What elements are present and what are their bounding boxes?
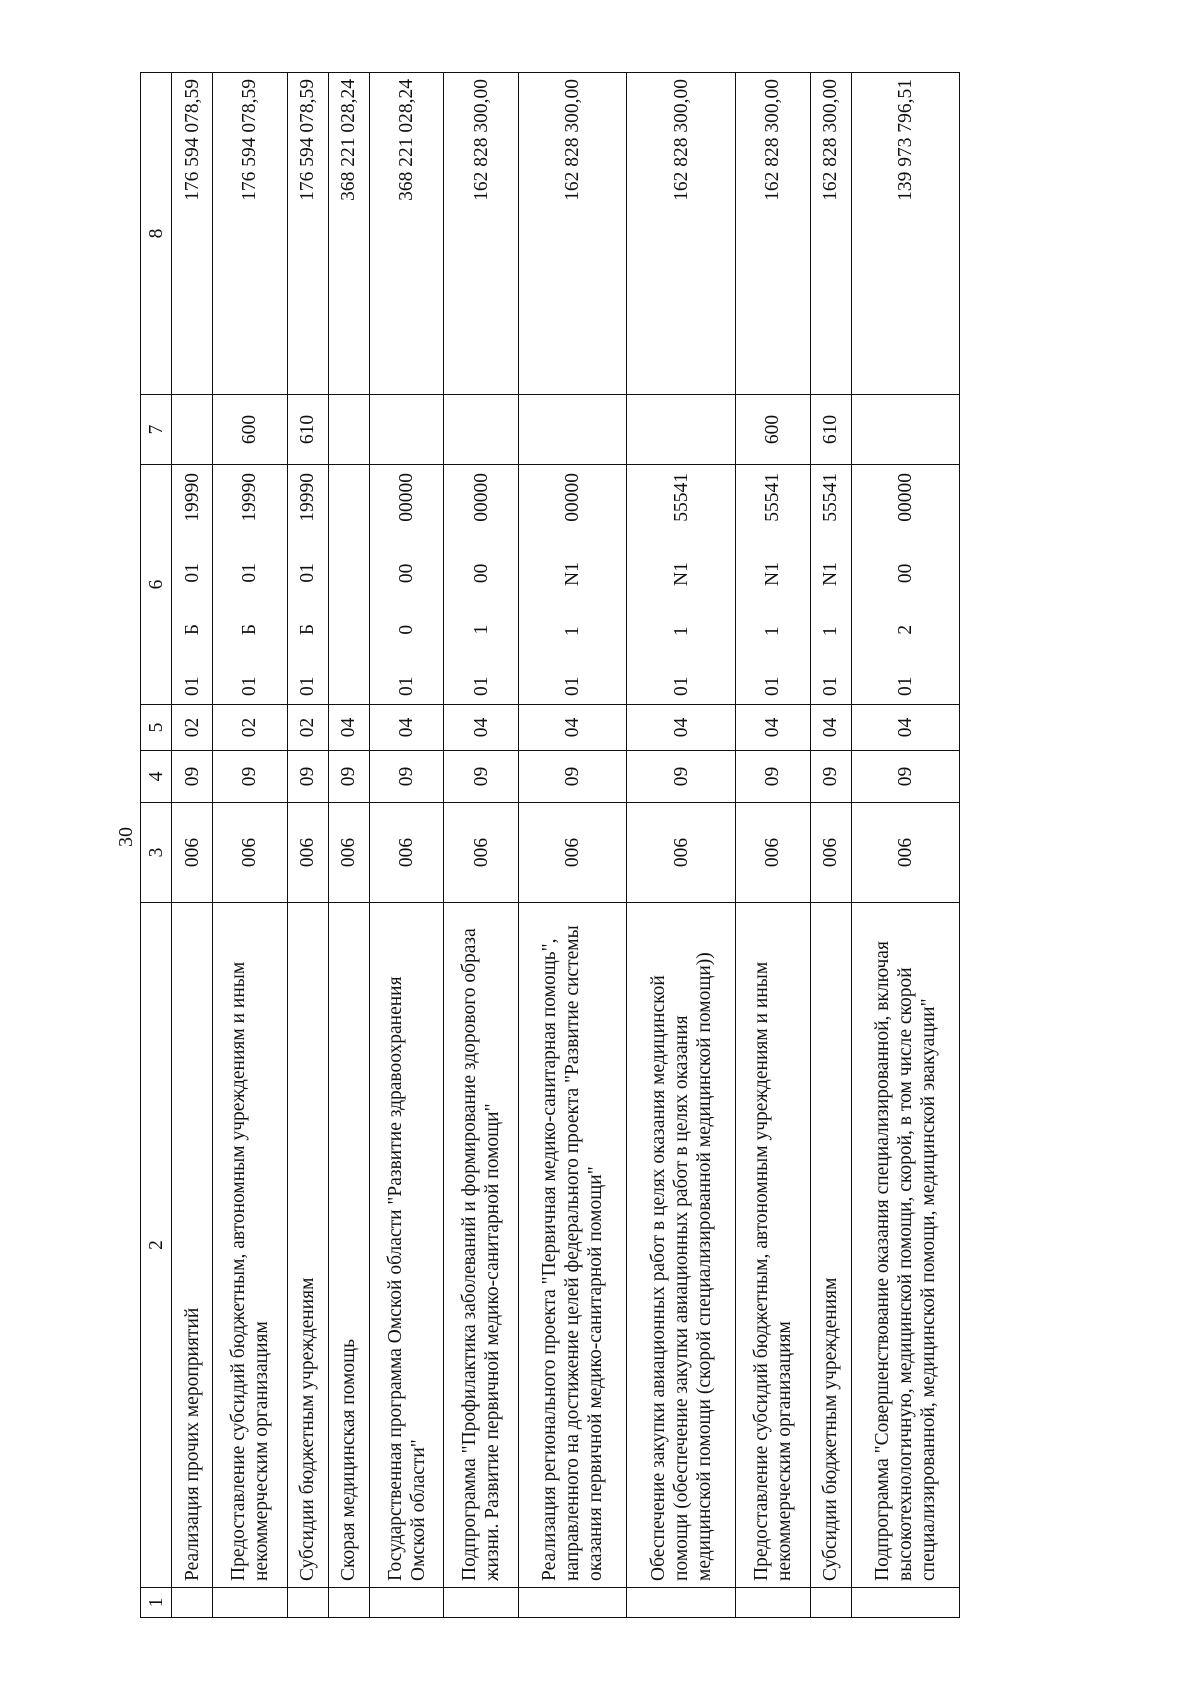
ministry-code-cell: 006 [519, 803, 627, 903]
target-article-part: 01 [670, 676, 692, 696]
expense-type-cell [172, 395, 213, 465]
target-article-cell [735, 465, 810, 705]
row-number-cell [444, 1588, 519, 1618]
expense-type-cell: 610 [287, 395, 328, 465]
target-article-code [894, 465, 917, 704]
target-article-part: 1 [470, 624, 492, 635]
target-article-part: 01 [297, 676, 319, 696]
section-code-cell: 09 [172, 751, 213, 803]
item-name-cell: Скорая медицинская помощь [328, 903, 369, 1588]
target-article-part: 01 [396, 676, 418, 696]
target-article-code [238, 465, 261, 704]
target-article-code [395, 465, 418, 704]
ministry-code-cell: 006 [213, 803, 288, 903]
row-number-cell [328, 1588, 369, 1618]
expense-type-cell [369, 395, 444, 465]
target-article-cell [213, 465, 288, 705]
target-article-part: 01 [470, 676, 492, 696]
amount-cell: 162 828 300,00 [735, 73, 810, 395]
target-article-part: 19990 [297, 473, 319, 522]
amount-cell: 176 594 078,59 [287, 73, 328, 395]
item-name-cell: Предоставление субсидий бюджетным, автономным учреждениям и иным некоммерческим организациям [213, 903, 288, 1588]
target-article-part: 01 [762, 676, 784, 696]
target-article-part: 55541 [762, 473, 784, 522]
row-number-cell [810, 1588, 851, 1618]
expense-type-cell [328, 395, 369, 465]
expense-type-cell [444, 395, 519, 465]
header-cell: 3 [141, 803, 172, 903]
target-article-part: 0 [396, 624, 418, 635]
target-article-part: N1 [562, 562, 584, 586]
target-article-part: 01 [239, 676, 261, 696]
page-number: 30 [115, 827, 137, 847]
target-article-part: 01 [820, 676, 841, 696]
target-article-part: Б [297, 623, 319, 636]
target-article-part: 55541 [820, 473, 841, 522]
table-row [627, 73, 735, 1618]
header-cell: 1 [141, 1588, 172, 1618]
ministry-code-cell: 006 [287, 803, 328, 903]
target-article-cell [328, 465, 369, 705]
table-row [213, 73, 288, 1618]
target-article-part: N1 [820, 562, 841, 586]
amount-cell: 176 594 078,59 [172, 73, 213, 395]
target-article-part: 00000 [396, 473, 418, 522]
row-number-cell [172, 1588, 213, 1618]
target-article-code [761, 465, 784, 704]
section-code-cell: 09 [519, 751, 627, 803]
ministry-code-cell: 006 [627, 803, 735, 903]
subsection-code-cell: 04 [627, 705, 735, 751]
table-row [328, 73, 369, 1618]
table-row [810, 73, 851, 1618]
target-article-cell [851, 465, 960, 705]
table-row [735, 73, 810, 1618]
target-article-part: 01 [562, 676, 584, 696]
ministry-code-cell: 006 [172, 803, 213, 903]
target-article-cell [369, 465, 444, 705]
amount-cell: 162 828 300,00 [444, 73, 519, 395]
target-article-part: 19990 [181, 473, 203, 522]
header-cell: 2 [141, 903, 172, 1588]
subsection-code-cell: 04 [735, 705, 810, 751]
item-name-cell: Подпрограмма "Профилактика заболеваний и формирование здорового образа жизни. Развитие первичной медико-санитарной помощи" [444, 903, 519, 1588]
target-article-cell [444, 465, 519, 705]
target-article-part: N1 [670, 562, 692, 586]
expense-type-cell [627, 395, 735, 465]
subsection-code-cell: 02 [287, 705, 328, 751]
target-article-cell [287, 465, 328, 705]
item-name-cell: Субсидии бюджетным учреждениям [810, 903, 851, 1588]
target-article-cell [172, 465, 213, 705]
target-article-part: 01 [181, 563, 203, 583]
item-name-cell: Реализация прочих мероприятий [172, 903, 213, 1588]
amount-cell: 176 594 078,59 [213, 73, 288, 395]
target-article-part: 1 [670, 626, 692, 637]
target-article-code [296, 465, 319, 704]
target-article-part: N1 [762, 562, 784, 586]
row-number-cell [213, 1588, 288, 1618]
subsection-code-cell: 02 [172, 705, 213, 751]
amount-cell: 368 221 028,24 [328, 73, 369, 395]
item-name-cell: Обеспечение закупки авиационных работ в целях оказания медицинской помощи (обеспечение закупки авиационных работ в целях оказания медицинской помощи (скорой специализированной медицинской помощи)) [627, 903, 735, 1588]
section-code-cell: 09 [627, 751, 735, 803]
target-article-part: 01 [297, 563, 319, 583]
table-row [444, 73, 519, 1618]
header-cell: 6 [141, 465, 172, 705]
target-article-part: 01 [181, 676, 203, 696]
ministry-code-cell: 006 [851, 803, 960, 903]
subsection-code-cell: 02 [213, 705, 288, 751]
target-article-part: Б [239, 623, 261, 636]
ministry-code-cell: 006 [810, 803, 851, 903]
header-cell: 7 [141, 395, 172, 465]
target-article-part: Б [181, 623, 203, 636]
table-header-row [141, 73, 172, 1618]
header-cell: 5 [141, 705, 172, 751]
target-article-part: 55541 [670, 473, 692, 522]
header-cell: 4 [141, 751, 172, 803]
target-article-code [670, 465, 693, 704]
section-code-cell: 09 [213, 751, 288, 803]
section-code-cell: 09 [735, 751, 810, 803]
header-cell: 8 [141, 73, 172, 395]
section-code-cell: 09 [369, 751, 444, 803]
item-name-cell: Реализация регионального проекта "Первичная медико-санитарная помощь", направленного на достижение целей федерального проекта "Развитие системы оказания первичной медико-санитарной помощи" [519, 903, 627, 1588]
ministry-code-cell: 006 [369, 803, 444, 903]
expense-type-cell [519, 395, 627, 465]
target-article-part: 00 [894, 563, 916, 584]
target-article-part: 00 [396, 563, 418, 584]
target-article-part: 01 [239, 563, 261, 583]
target-article-part: 00000 [470, 473, 492, 522]
item-name-cell: Субсидии бюджетным учреждениям [287, 903, 328, 1588]
row-number-cell [735, 1588, 810, 1618]
section-code-cell: 09 [287, 751, 328, 803]
subsection-code-cell: 04 [851, 705, 960, 751]
budget-table [140, 72, 960, 1618]
target-article-cell [810, 465, 851, 705]
section-code-cell: 09 [328, 751, 369, 803]
subsection-code-cell: 04 [369, 705, 444, 751]
target-article-part: 2 [894, 624, 916, 635]
ministry-code-cell: 006 [328, 803, 369, 903]
target-article-cell [627, 465, 735, 705]
item-name-cell: Государственная программа Омской области "Развитие здравоохранения Омской области" [369, 903, 444, 1588]
target-article-part: 1 [820, 626, 841, 637]
subsection-code-cell: 04 [810, 705, 851, 751]
expense-type-cell: 600 [735, 395, 810, 465]
table-row [369, 73, 444, 1618]
table-row [851, 73, 960, 1618]
section-code-cell: 09 [851, 751, 960, 803]
table-row [287, 73, 328, 1618]
ministry-code-cell: 006 [735, 803, 810, 903]
target-article-part: 00000 [562, 473, 584, 522]
row-number-cell [851, 1588, 960, 1618]
table-row [172, 73, 213, 1618]
ministry-code-cell: 006 [444, 803, 519, 903]
subsection-code-cell: 04 [328, 705, 369, 751]
subsection-code-cell: 04 [444, 705, 519, 751]
target-article-code [470, 465, 493, 704]
expense-type-cell [851, 395, 960, 465]
amount-cell: 162 828 300,00 [810, 73, 851, 395]
target-article-part: 00 [470, 563, 492, 584]
row-number-cell [519, 1588, 627, 1618]
item-name-cell: Предоставление субсидий бюджетным, автономным учреждениям и иным некоммерческим организациям [735, 903, 810, 1588]
section-code-cell: 09 [444, 751, 519, 803]
row-number-cell [627, 1588, 735, 1618]
item-name-cell: Подпрограмма "Совершенствование оказания специализированной, включая высокотехнологичную, медицинской помощи, скорой, в том числе скорой специализированной, медицинской помощи, медицинской эвакуации" [851, 903, 960, 1588]
row-number-cell [369, 1588, 444, 1618]
subsection-code-cell: 04 [519, 705, 627, 751]
target-article-part: 1 [762, 626, 784, 637]
target-article-part: 1 [562, 626, 584, 637]
target-article-code [561, 465, 584, 704]
row-number-cell [287, 1588, 328, 1618]
expense-type-cell: 610 [810, 395, 851, 465]
amount-cell: 162 828 300,00 [519, 73, 627, 395]
expense-type-cell: 600 [213, 395, 288, 465]
target-article-part: 01 [894, 676, 916, 696]
target-article-part: 19990 [239, 473, 261, 522]
target-article-code [819, 465, 842, 704]
amount-cell: 139 973 796,51 [851, 73, 960, 395]
target-article-code [181, 465, 204, 704]
table-row [519, 73, 627, 1618]
amount-cell: 368 221 028,24 [369, 73, 444, 395]
section-code-cell: 09 [810, 751, 851, 803]
target-article-cell [519, 465, 627, 705]
amount-cell: 162 828 300,00 [627, 73, 735, 395]
budget-table-wrapper [140, 73, 960, 1618]
target-article-part: 00000 [894, 473, 916, 522]
table-body [141, 73, 960, 1618]
